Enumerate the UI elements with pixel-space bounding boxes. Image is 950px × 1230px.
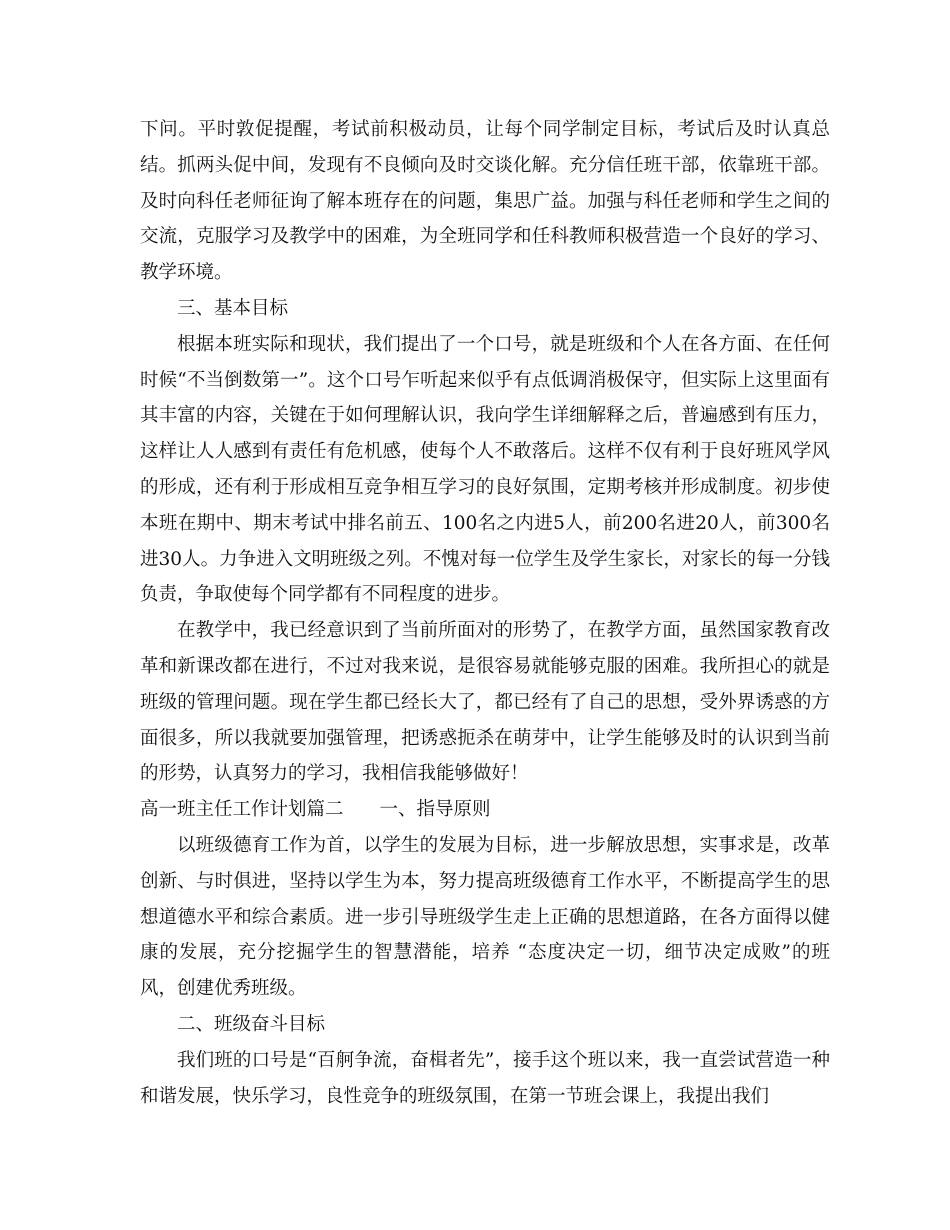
paragraph-principles: 以班级德育工作为首，以学生的发展为目标，进一步解放思想，实事求是，改革创新、与时俱进，坚持以学生为本，努力提高班级德育工作水平，不断提高学生的思想道德水平和综合素质。进一步引导班级学生走上正确的思想道路，在各方面得以健康的发展，充分挖掘学生的智慧潜能，培养 “态度决定一切，细节决定成败”的班风，创建优秀班级。 [140, 834, 830, 1000]
paragraph-teaching: 在教学中，我已经意识到了当前所面对的形势了，在教学方面，虽然国家教育改革和新课改都在进行，不过对我来说，是很容易就能够克服的困难。我所担心的就是班级的管理问题。现在学生都已经长大了，都已经有了自己的思想，受外界诱惑的方面很多，所以我就要加强管理，把诱惑扼杀在萌芽中，让学生能够及时的认识到当前的形势，认真努力的学习，我相信我能够做好！ [140, 620, 830, 785]
document-body [140, 112, 830, 1114]
paragraph-continued: 下问。平时敦促提醒，考试前积极动员，让每个同学制定目标，考试后及时认真总结。抓两头促中间，发现有不良倾向及时交谈化解。充分信任班干部，依靠班干部。及时向科任老师征询了解本班存在的问题，集思广益。加强与科任老师和学生之间的交流，克服学习及教学中的困难，为全班同学和任科教师积极营造一个良好的学习、教学环境。 [140, 119, 830, 284]
paragraph-slogan: 根据本班实际和现状，我们提出了一个口号，就是班级和个人在各方面、在任何时候“不当倒数第一”。这个口号乍听起来似乎有点低调消极保守，但实际上这里面有其丰富的内容，关键在于如何理解认识，我向学生详细解释之后，普遍感到有压力，这样让人人感到有责任有危机感，使每个人不敢落后。这样不仅有利于良好班风学风的形成，还有利于形成相互竞争相互学习的良好氛围，定期考核并形成制度。初步使本班在期中、期末考试中排名前五、100名之内进5人，前200名进20人，前300名进30人。力争进入文明班级之列。不愧对每一位学生及学生家长，对家长的每一分钱负责，争取使每个同学都有不同程度的进步。 [140, 333, 830, 606]
heading-basic-goals: 三、基本目标 [177, 297, 289, 319]
section-title-row [140, 792, 830, 828]
heading-guiding-principles: 一、指导原则 [379, 799, 491, 821]
heading-class-goals: 二、班级奋斗目标 [177, 1013, 326, 1035]
paragraph-class-slogan: 我们班的口号是“百舸争流，奋楫者先”，接手这个班以来，我一直尝试营造一种和谐发展，快乐学习，良性竞争的班级氛围，在第一节班会课上，我提出我们 [140, 1049, 830, 1107]
section-title: 高一班主任工作计划篇二 [140, 799, 344, 821]
